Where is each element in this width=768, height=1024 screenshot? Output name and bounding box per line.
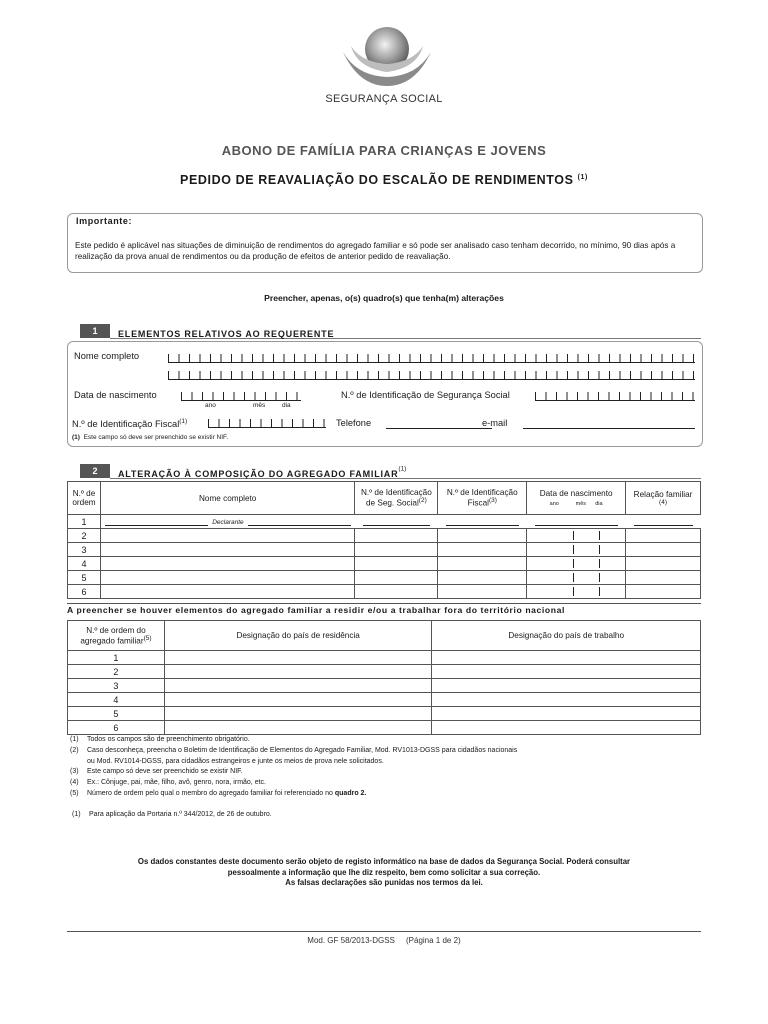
footnote-item: (2) Caso desconheça, preencha o Boletim de Identificação de Elementos do Agregado Familiar, Mod. RV1013-DGSS para cidadãos nacionais (70, 746, 518, 754)
relation-cell[interactable] (626, 571, 701, 585)
row-number: 2 (68, 529, 101, 543)
table-row (68, 707, 701, 721)
portaria-footnote: (1) Para aplicação da Portaria n.º 344/2012, de 26 de outubro. (72, 811, 272, 818)
footnote-item: (3) Este campo só deve ser preenchido se existir NIF. (70, 768, 243, 776)
table-row (68, 515, 701, 529)
work-country-cell[interactable] (432, 651, 701, 665)
nif-cell[interactable] (438, 571, 527, 585)
household-table-header (68, 482, 701, 515)
footnotes-list (70, 735, 710, 800)
niss-field[interactable] (535, 388, 695, 401)
birth-year-label: ano (205, 402, 216, 409)
birthdate-cell[interactable] (527, 557, 626, 571)
foreign-table (67, 620, 701, 735)
table-row (68, 543, 701, 557)
legal-line-1: Os dados constantes deste documento serão objeto de registo informático na base de dados da Segurança Social. Poderá consultar (137, 857, 631, 866)
col-name: Nome completo (100, 482, 354, 515)
foreign-table-header (68, 621, 701, 651)
niss-cell[interactable] (355, 543, 438, 557)
col-work-country: Designação do país de trabalho (432, 621, 701, 651)
row-number: 2 (68, 665, 165, 679)
declarant-label: Declarante (212, 519, 244, 526)
important-text: Este pedido é aplicável nas situações de diminuição de rendimentos do agregado familiar e só pode ser analisado caso tenham decorrido, no mínimo, 90 dias após a realização da prova anual de rendimentos ou da produção de efeitos de anterior pedido de reavaliação. (75, 241, 676, 261)
residence-country-cell[interactable] (164, 693, 432, 707)
name-cell[interactable] (100, 529, 354, 543)
section-1-footnote: (1) Este campo só deve ser preenchido se existir NIF. (72, 434, 229, 441)
row-number: 1 (68, 651, 165, 665)
relation-cell[interactable] (626, 529, 701, 543)
residence-country-cell[interactable] (164, 651, 432, 665)
niss-cell[interactable] (355, 571, 438, 585)
important-box (67, 213, 703, 273)
nif-cell[interactable] (438, 543, 527, 557)
relation-cell[interactable] (626, 515, 701, 529)
row-number: 3 (68, 543, 101, 557)
section-1-number: 1 (80, 324, 110, 338)
section-1-box (67, 341, 703, 447)
col-birthdate: Data de nascimento ano mês dia (527, 482, 626, 515)
birthdate-cell[interactable] (527, 543, 626, 557)
niss-cell[interactable] (355, 529, 438, 543)
table-row (68, 721, 701, 735)
form-title: ABONO DE FAMÍLIA PARA CRIANÇAS E JOVENS (221, 143, 547, 158)
footnote-item: (1) Todos os campos são de preenchimento obrigatório. (70, 736, 250, 743)
residence-country-cell[interactable] (164, 707, 432, 721)
table-row (68, 529, 701, 543)
birth-day-label: dia (282, 402, 291, 409)
work-country-cell[interactable] (432, 693, 701, 707)
phone-label: Telefone (336, 418, 372, 428)
name-cell[interactable] (100, 571, 354, 585)
legal-line-2: pessoalmente a informação que lhe diz respeito, bem como solicitar a sua correção. (227, 867, 541, 877)
name-cell[interactable] (100, 543, 354, 557)
row-number: 6 (68, 721, 165, 735)
birthdate-cell[interactable] (527, 515, 626, 529)
birthdate-field[interactable] (181, 388, 301, 401)
section-1-title: ELEMENTOS RELATIVOS AO REQUERENTE (118, 329, 335, 339)
relation-cell[interactable] (626, 585, 701, 599)
row-number: 6 (68, 585, 101, 599)
work-country-cell[interactable] (432, 721, 701, 735)
row-number: 5 (68, 571, 101, 585)
nif-label: N.º de Identificação Fiscal$^{(1)}$ (72, 418, 188, 430)
col-order: N.º de ordem (68, 482, 101, 515)
row-number: 5 (68, 707, 165, 721)
footnote-item: (5) Número de ordem pelo qual o membro do agregado familiar foi referenciado no quadro 2. (70, 789, 367, 797)
col-niss: N.º de Identificação de Seg. Social$^{(2)}$ (355, 482, 438, 515)
work-country-cell[interactable] (432, 707, 701, 721)
phone-field[interactable] (386, 416, 492, 429)
col-nif: N.º de Identificação Fiscal$^{(3)}$ (438, 482, 527, 515)
table-row (68, 557, 701, 571)
row-number: 4 (68, 693, 165, 707)
table-row (68, 585, 701, 599)
nif-field[interactable] (208, 415, 326, 428)
name-cell[interactable] (100, 515, 354, 529)
section-1-header (110, 324, 701, 339)
birthdate-cell[interactable] (527, 529, 626, 543)
col-residence-country: Designação do país de residência (164, 621, 432, 651)
form-subtitle: PEDIDO DE REAVALIAÇÃO DO ESCALÃO DE RENDIMENTOS $^{(1)}$ (180, 173, 588, 187)
footnote-item: (4) Ex.: Cônjuge, pai, mãe, filho, avô, genro, nora, irmão, etc. (70, 779, 266, 787)
work-country-cell[interactable] (432, 679, 701, 693)
footnote-item: ou Mod. RV1014-DGSS, para cidadãos estrangeiros e junte os meios de prova nele solicitados. (87, 757, 384, 765)
row-number: 4 (68, 557, 101, 571)
nif-cell[interactable] (438, 585, 527, 599)
table-row (68, 665, 701, 679)
nif-cell[interactable] (438, 529, 527, 543)
relation-cell[interactable] (626, 543, 701, 557)
nif-cell[interactable] (438, 515, 527, 529)
name-cell[interactable] (100, 585, 354, 599)
fill-instruction: Preencher, apenas, o(s) quadro(s) que tenha(m) alterações (264, 293, 504, 303)
niss-cell[interactable] (355, 557, 438, 571)
name-cell[interactable] (100, 557, 354, 571)
niss-label: N.º de Identificação de Segurança Social (341, 390, 510, 400)
birth-month-label: mês (253, 402, 266, 409)
table-row (68, 571, 701, 585)
residence-country-cell[interactable] (164, 721, 432, 735)
residence-country-cell[interactable] (164, 665, 432, 679)
footer-divider (67, 931, 701, 932)
col-household-order: N.º de ordem do agregado familiar$^{(5)}$ (68, 621, 165, 651)
name-field-line2[interactable] (168, 367, 695, 380)
relation-cell[interactable] (626, 557, 701, 571)
table-row (68, 693, 701, 707)
birthdate-cell[interactable] (527, 571, 626, 585)
section-2-title: ALTERAÇÃO À COMPOSIÇÃO DO AGREGADO FAMILIAR (118, 469, 399, 479)
name-field-line1[interactable] (168, 350, 695, 363)
email-label: e-mail (482, 418, 508, 428)
org-name: SEGURANÇA SOCIAL (325, 93, 443, 105)
col-relation: Relação familiar (4) (626, 482, 701, 515)
niss-cell[interactable] (355, 515, 438, 529)
table-row (68, 651, 701, 665)
name-label: Nome completo (74, 351, 140, 361)
important-title: Importante: (76, 216, 133, 226)
row-number: 1 (68, 515, 101, 529)
table-row (68, 679, 701, 693)
row-number: 3 (68, 679, 165, 693)
residence-country-cell[interactable] (164, 679, 432, 693)
section-2-number: 2 (80, 464, 110, 478)
birthdate-label: Data de nascimento (74, 390, 157, 400)
work-country-cell[interactable] (432, 665, 701, 679)
nif-cell[interactable] (438, 557, 527, 571)
email-field[interactable] (523, 416, 695, 429)
seguranca-social-logo (337, 22, 437, 92)
household-table (67, 481, 701, 599)
legal-line-3: As falsas declarações são punidas nos termos da lei. (285, 878, 483, 887)
birthdate-cell[interactable] (527, 585, 626, 599)
foreign-section-title: A preencher se houver elementos do agregado familiar a residir e/ou a trabalhar fora do território nacional (67, 603, 701, 615)
legal-notice (60, 857, 708, 889)
niss-cell[interactable] (355, 585, 438, 599)
form-model-footer: Mod. GF 58/2013-DGSS (Página 1 de 2) (307, 936, 461, 945)
section-2-header: ALTERAÇÃO À COMPOSIÇÃO DO AGREGADO FAMILIAR$^{(1)}$ (110, 464, 701, 479)
